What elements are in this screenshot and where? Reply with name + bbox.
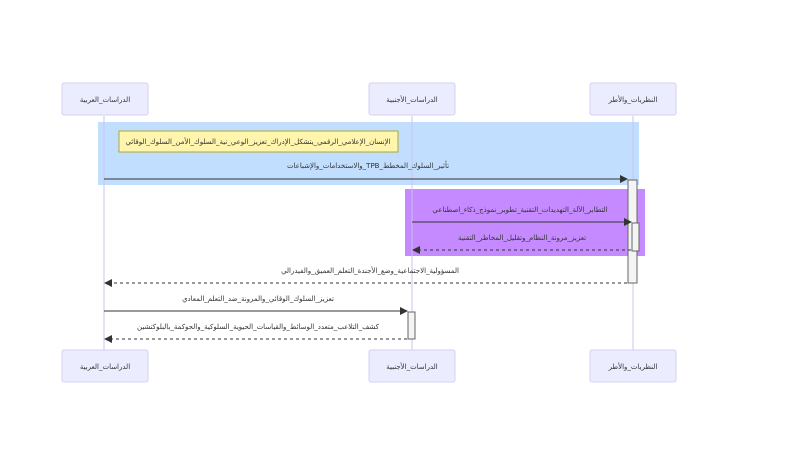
- message-label: المسؤولية_الاجتماعية_وضع_الأجندة_التعلم_العميق_والفيدرالي: [281, 267, 459, 275]
- activation-foreign: [408, 312, 415, 339]
- actor-top-foreign: [369, 83, 455, 115]
- message-label: تعزيز_مرونة_النظام_وتقليل_المخاطر_التقنية: [457, 234, 587, 242]
- message-label: تعزيز_السلوك_الوقائي_والمرونة_ضد_التعلم_المعادي: [182, 295, 334, 303]
- message-label: كشف_التلاعب_متعدد_الوسائط_والقياسات_الحيوية_السلوكية_والحوكمة_بالبلوكتشين: [137, 323, 379, 331]
- note: [119, 131, 398, 152]
- actor-label: الدراسات_العربية: [79, 363, 131, 371]
- note-text: الإنسان_الإعلامي_الرقمي_يتشكل_الإدراك_تعزيز_الوعي_نية_السلوك_الأمن_السلوك_الوقائي: [125, 138, 391, 146]
- actor-bottom-arabic: [62, 350, 148, 382]
- message-6: [105, 323, 407, 339]
- actor-label: النظريات_والأطر: [608, 363, 658, 371]
- message-label: والاستخدامات_والإشباعات_TPB_تأثير_السلوك_المخطط: [286, 162, 450, 170]
- actor-label: الدراسات_الأجنبية: [386, 363, 438, 371]
- actor-label: الدراسات_العربية: [79, 96, 131, 104]
- actor-label: النظريات_والأطر: [608, 96, 658, 104]
- actor-bottom-theories: [590, 350, 676, 382]
- message-5: [104, 295, 407, 311]
- message-4: [105, 266, 627, 283]
- activation-theories-2: [632, 223, 639, 251]
- actor-bottom-foreign: [369, 350, 455, 382]
- actor-label: الدراسات_الأجنبية: [386, 96, 438, 104]
- actor-top-arabic: [62, 83, 148, 115]
- message-label: التطابر_الآلة_التهديدات_التقنية_تطوير_نموذج_ذكاء_اصطناعي: [432, 206, 608, 214]
- actor-top-theories: [590, 83, 676, 115]
